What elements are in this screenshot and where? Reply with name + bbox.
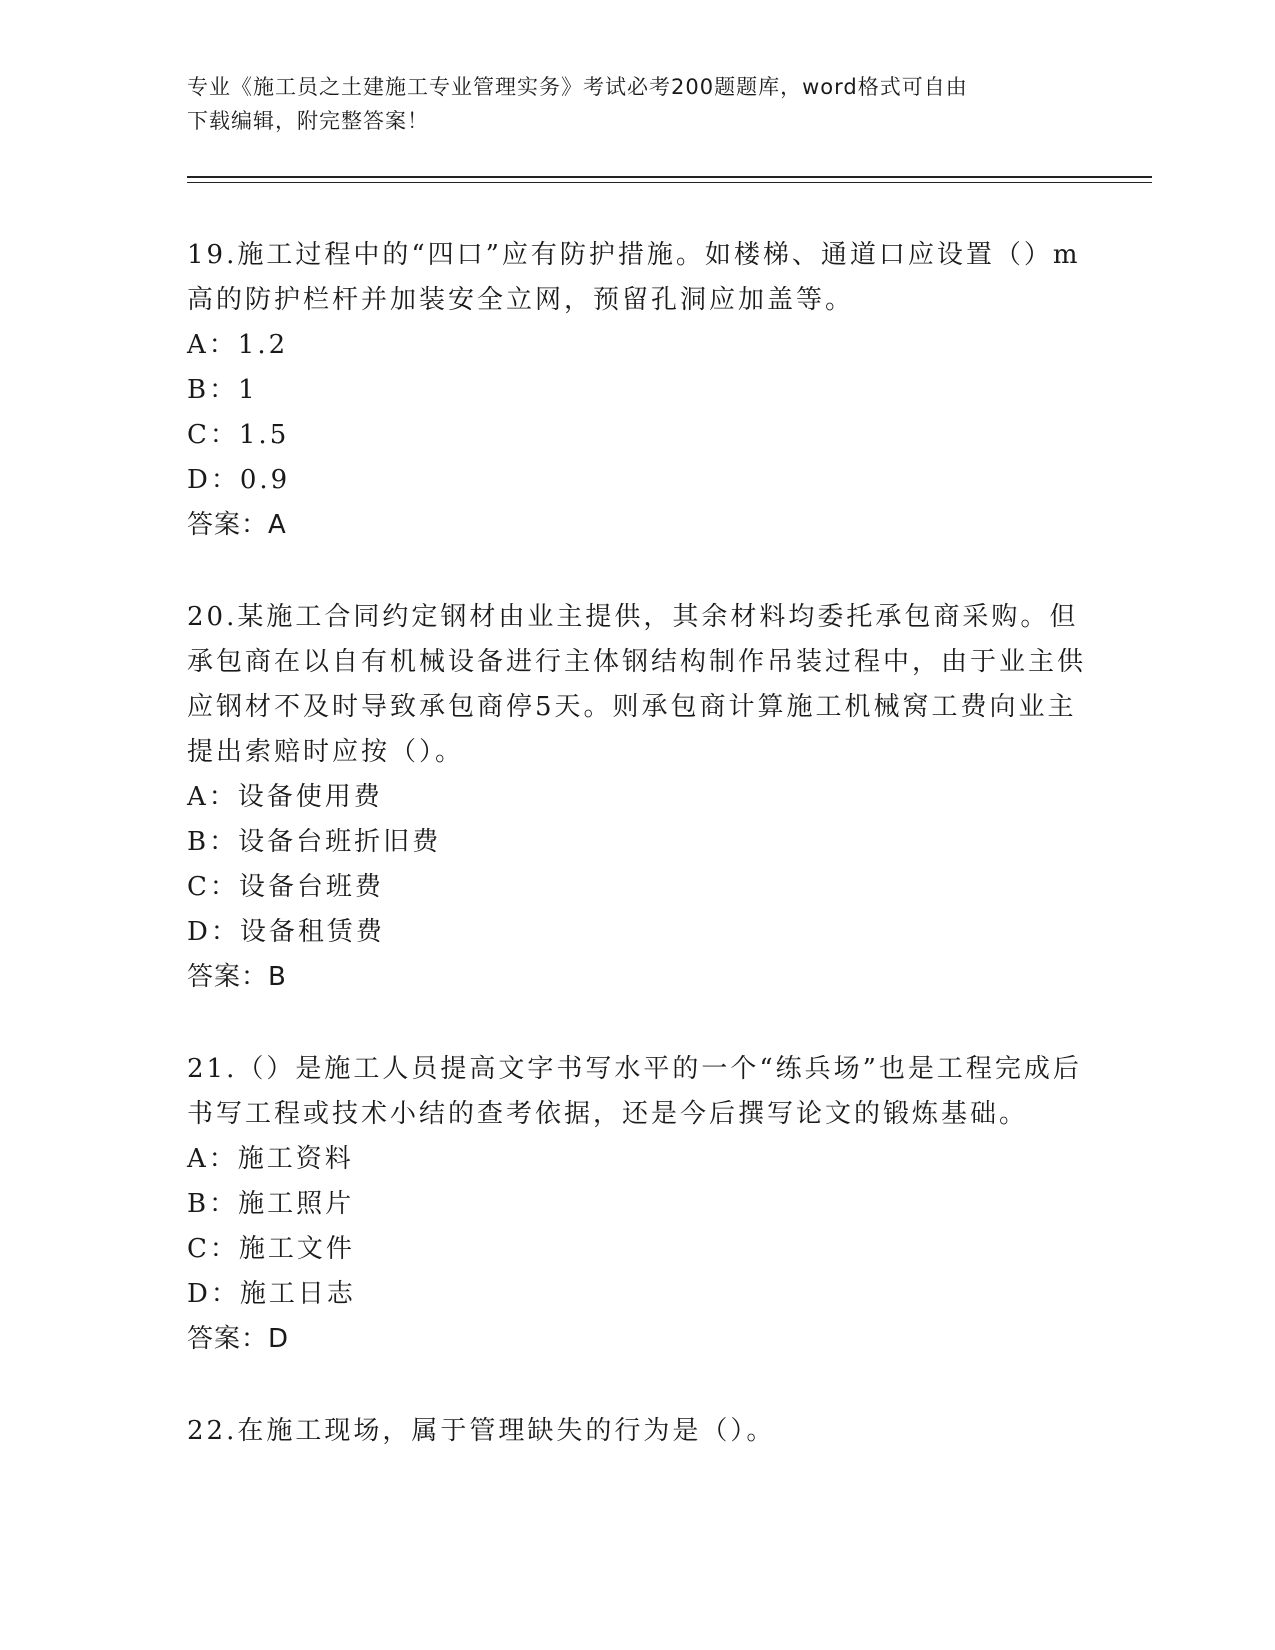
question-list [187, 233, 1087, 1501]
option-b: B：施工照片 [187, 1189, 355, 1219]
header-rule-thin [187, 182, 1152, 183]
question-text: 20.某施工合同约定钢材由业主提供，其余材料均委托承包商采购。但承包商在以自有机械设备进行主体钢结构制作吊装过程中，由于业主供应钢材不及时导致承包商停5天。则承包商计算施工机械窝工费向业主提出索赔时应按（）。 [187, 602, 1087, 767]
document-header [187, 70, 1067, 138]
answer: 答案：D [187, 1324, 290, 1354]
header-line-2: 下载编辑，附完整答案！ [187, 109, 429, 133]
header-line-1: 专业《施工员之土建施工专业管理实务》考试必考200题题库，word格式可自由 [187, 75, 968, 99]
answer: 答案：A [187, 510, 287, 540]
option-d: D：施工日志 [187, 1279, 356, 1309]
option-c: C：设备台班费 [187, 872, 384, 902]
option-c: C：施工文件 [187, 1234, 355, 1264]
question-21 [187, 1047, 1087, 1362]
option-b: B：1 [187, 375, 258, 405]
option-d: D：0.9 [187, 465, 291, 495]
option-a: A：1.2 [187, 330, 289, 360]
question-20 [187, 595, 1087, 1000]
answer: 答案：B [187, 962, 287, 992]
option-c: C：1.5 [187, 420, 290, 450]
question-text: 21.（）是施工人员提高文字书写水平的一个“练兵场”也是工程完成后书写工程或技术小结的查考依据，还是今后撰写论文的锻炼基础。 [187, 1054, 1082, 1129]
question-22 [187, 1409, 1087, 1454]
question-text: 19.施工过程中的“四口”应有防护措施。如楼梯、通道口应设置（）m高的防护栏杆并加装安全立网，预留孔洞应加盖等。 [187, 240, 1081, 315]
question-text: 22.在施工现场，属于管理缺失的行为是（）。 [187, 1416, 776, 1446]
header-rule-thick [187, 176, 1152, 178]
option-a: A：施工资料 [187, 1144, 354, 1174]
option-a: A：设备使用费 [187, 782, 383, 812]
question-19 [187, 233, 1087, 548]
option-b: B：设备台班折旧费 [187, 827, 442, 857]
option-d: D：设备租赁费 [187, 917, 385, 947]
